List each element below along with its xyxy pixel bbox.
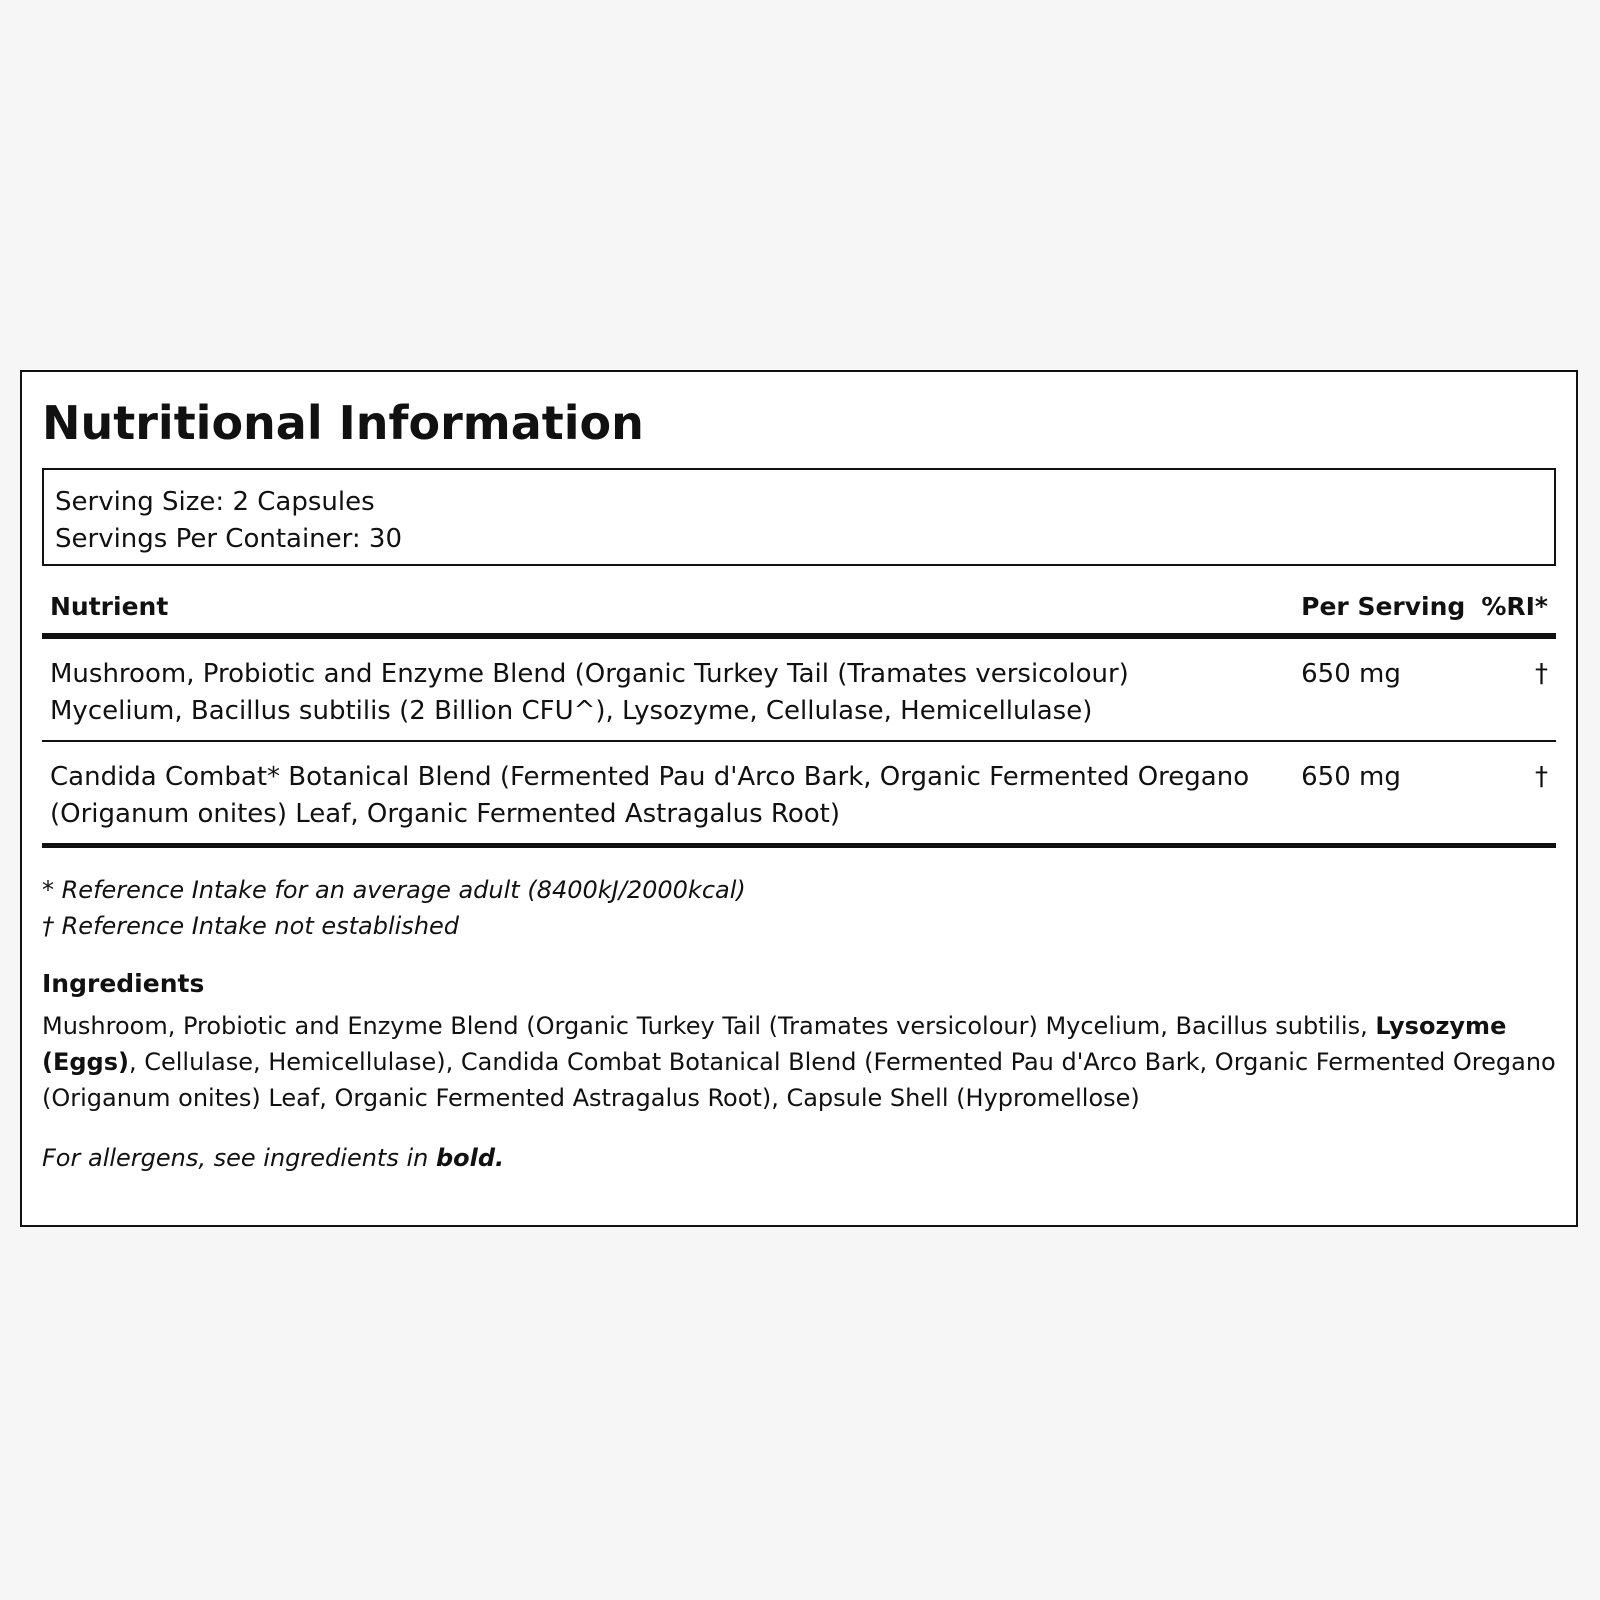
allergen-note-text: For allergens, see ingredients in (42, 1144, 436, 1172)
allergen-ingredient: Lysozyme (Eggs) (42, 1012, 1507, 1076)
table-row (42, 741, 1556, 846)
footnote-reference-intake: * Reference Intake for an average adult (8400kJ/2000kcal) (42, 876, 746, 904)
serving-size: Serving Size: 2 Capsules (55, 487, 375, 517)
nutrition-panel (20, 370, 1578, 1227)
serving-info-box (42, 468, 1556, 566)
footnote-not-established: † Reference Intake not established (42, 912, 460, 940)
allergen-note (42, 1140, 1556, 1176)
footnotes (42, 872, 1556, 944)
table-header-row (42, 586, 1556, 636)
nutrient-table (42, 586, 1556, 848)
nutrient-name: Candida Combat* Botanical Blend (Fermented Pau d'Arco Bark, Organic Fermented Oregano (Origanum onites) Leaf, Organic Fermented Astragalus Root) (42, 741, 1293, 846)
header-nutrient: Nutrient (42, 586, 1293, 636)
servings-per-container: Servings Per Container: 30 (55, 524, 403, 554)
per-serving-value: 650 mg (1293, 636, 1473, 741)
ingredients-text (42, 1008, 1556, 1116)
ri-value: † (1473, 741, 1556, 846)
ingredients-heading: Ingredients (42, 969, 205, 998)
allergen-note-bold: bold. (435, 1144, 505, 1172)
page-title: Nutritional Information (42, 396, 644, 450)
ri-value: † (1473, 636, 1556, 741)
header-ri: %RI* (1473, 586, 1556, 636)
per-serving-value: 650 mg (1293, 741, 1473, 846)
table-row (42, 636, 1556, 741)
nutrient-name: Mushroom, Probiotic and Enzyme Blend (Organic Turkey Tail (Tramates versicolour) Mycelium, Bacillus subtilis (2 Billion CFU^), Lysozyme, Cellulase, Hemicellulase) (42, 636, 1293, 741)
ingredients-text-part: Mushroom, Probiotic and Enzyme Blend (Organic Turkey Tail (Tramates versicolour) Mycelium, Bacillus subtilis, (42, 1012, 1376, 1040)
ingredients-text-part: , Cellulase, Hemicellulase), Candida Combat Botanical Blend (Fermented Pau d'Arco Bark, Organic Fermented Oregano (Origanum onites) Leaf, Organic Fermented Astragalus Root), Capsule Shell (Hypromellose) (42, 1048, 1556, 1112)
header-per-serving: Per Serving (1293, 586, 1473, 636)
